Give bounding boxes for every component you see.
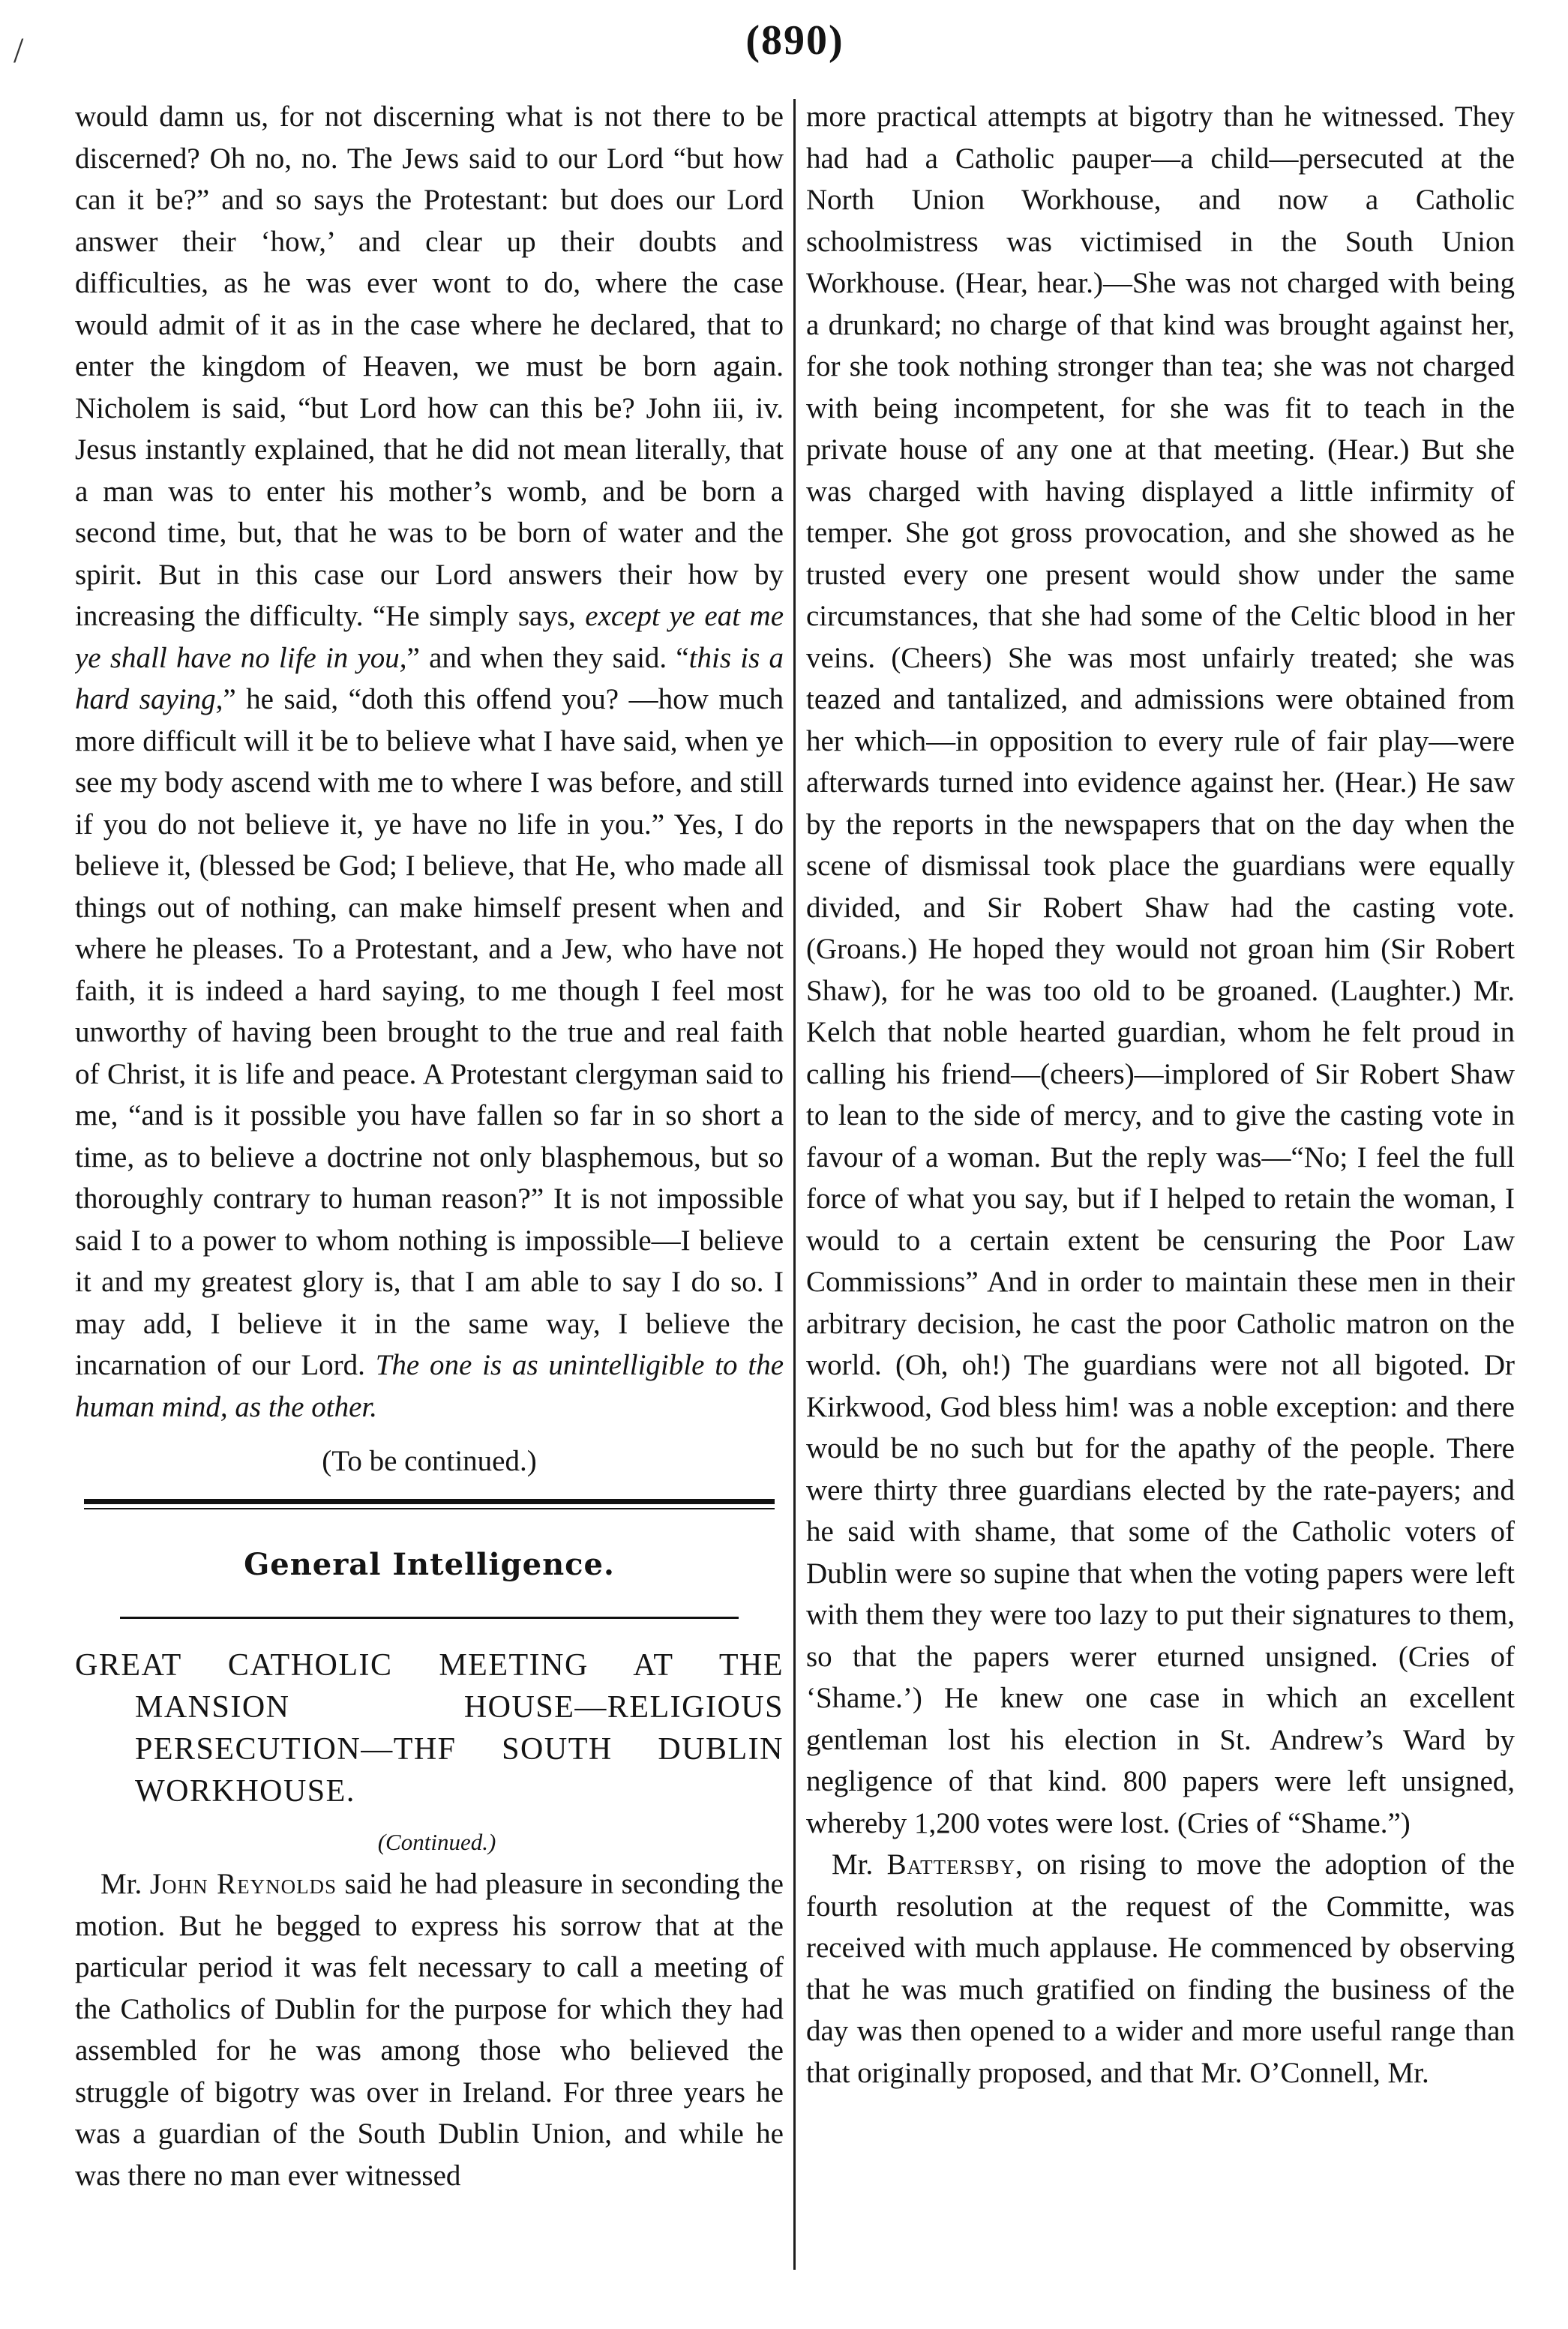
- speaker-prefix: Mr.: [100, 1868, 150, 1900]
- article-title: GREAT CATHOLIC MEETING AT THE MANSION HOUSE—RELIGIOUS PERSECUTION—THF SOUTH DUBLIN WORKHOUSE.: [75, 1648, 784, 1809]
- section-rule-thick: [84, 1499, 775, 1504]
- reynolds-paragraph: [75, 1863, 784, 2196]
- section-heading: General Intelligence.: [244, 1547, 615, 1582]
- battersby-name: Battersby: [886, 1848, 1016, 1881]
- quote-except-ye-eat: except ye eat me ye shall have no life in you,: [75, 600, 784, 674]
- right-column: [806, 96, 1515, 2271]
- quote-connector: ” and when they said. “: [406, 641, 689, 674]
- italic-closing-sentence: The one is as unintelligible to the human mind, as the other.: [75, 1349, 784, 1423]
- speaker-name: John Reynolds: [149, 1868, 337, 1900]
- quote-hard-saying: this is a hard saying,: [75, 641, 784, 715]
- section-rule-thin: [84, 1508, 775, 1509]
- battersby-text: , on rising to move the adoption of the fourth resolution at the request of the Committe, was received with much applause. He commenced by observing that he was much gratified on finding the business of the day was then opened to a wider and more useful range than that originally proposed, and that Mr. O’Connell, Mr.: [806, 1848, 1515, 2089]
- opening-paragraph: [75, 96, 784, 1428]
- column-divider: [793, 99, 796, 2270]
- margin-mark: /: [13, 31, 24, 70]
- heading-rule: [120, 1617, 739, 1619]
- reynolds-continued: more practical attempts at bigotry than he witnessed. They had had a Catholic pauper—a child—persecuted at the North Union Workhouse, and now a Catholic schoolmistress was victimised in the South Union Workhouse. (Hear, hear.)—She was not charged with being a drunkard; no charge of that kind was brought against her, for she took nothing stronger than tea; she was not charged with being incompetent, for she was fit to teach in the private house of any one at that meeting. (Hear.) But she was charged with having displayed a little infirmity of temper. She got gross provocation, and she showed as he trusted every one present would show under the same circumstances, that she had some of the Celtic blood in her veins. (Cheers) She was most unfairly treated; she was teazed and tantalized, and admissions were obtained from her which—in opposition to every rule of fair play—were afterwards turned into evidence against her. (Hear.) He saw by the reports in the newspapers that on the day when the scene of dismissal took place the guardians were equally divided, and Sir Robert Shaw had the casting vote. (Groans.) He hoped they would not groan him (Sir Robert Shaw), for he was too old to be groaned. (Laughter.) Mr. Kelch that noble hearted guardian, whom he felt proud in calling his friend—(cheers)—implored of Sir Robert Shaw to lean to the side of mercy, and to give the casting vote in favour of a woman. But the reply was—“No; I feel the full force of what you say, but if I helped to retain the woman, I would to a certain extent be censuring the Poor Law Commissions” And in order to maintain these men in their arbitrary decision, he cast the poor Catholic matron on the world. (Oh, oh!) The guardians were not all bigoted. Dr Kirkwood, God bless him! was a noble exception: and there would be no such but for the apathy of the people. There were thirty three guardians elected by the rate-payers; and he said with shame, that some of the Catholic voters of Dublin were so supine that when the voting papers were left with them they were too lazy to put their signatures to them, so that the papers werer eturned unsigned. (Cries of ‘Shame.’) He knew one case in which an excellent gentleman lost his election in St. Andrew’s Ward by negligence of that kind. 800 papers were left unsigned, whereby 1,200 votes were lost. (Cries of “Shame.”): [806, 100, 1515, 1839]
- to-be-continued: (To be continued.): [322, 1445, 537, 1477]
- battersby-prefix: Mr.: [832, 1848, 887, 1881]
- paragraph-continuation: ” he said, “doth this offend you? —how much more difficult will it be to believe what I have said, when ye see my body ascend with me to where I was before, and still if you do not believe it, ye have no life in you.” Yes, I do believe it, (blessed be God; I believe, that He, who made all things out of nothing, can make himself present when and where he pleases. To a Protestant, and a Jew, who have not faith, it is indeed a hard saying, to me though I feel most unworthy of having been brought to the true and real faith of Christ, it is life and peace. A Protestant clergyman said to me, “and is it possible you have fallen so far in so short a time, as to believe a doctrine not only blasphemous, but so thoroughly contrary to human reason?” It is not impossible said I to a power to whom nothing is impossible—I believe it and my greatest glory is, that I am able to say I do so. I may add, I believe it in the same way, I believe the incarnation of our Lord.: [75, 683, 784, 1381]
- opening-text: would damn us, for not discerning what is not there to be discerned? Oh no, no. The Jews said to our Lord “but how can it be?” and so says the Protestant: but does our Lord answer their ‘how,’ and clear up their doubts and difficulties, as he was ever wont to do, where the case would admit of it as in the case where he declared, that to enter the kingdom of Heaven, we must be born again. Nicholem is said, “but Lord how can this be? John iii, iv. Jesus instantly explained, that he did not mean literally, that a man was to enter his mother’s womb, and be born a second time, but, that he was to be born of water and the spirit. But in this case our Lord answers their how by increasing the difficulty. “He simply says,: [75, 100, 784, 632]
- battersby-paragraph: [806, 1844, 1515, 2094]
- reynolds-text: said he had pleasure in seconding the motion. But he begged to express his sorrow that at the particular period it was felt necessary to call a meeting of the Catholics of Dublin for the purpose for which they had assembled for he was among those who believed the struggle of bigotry was over in Ireland. For three years he was a guardian of the South Dublin Union, and while he was there no man ever witnessed: [75, 1868, 784, 2192]
- continued-label: (Continued.): [377, 1829, 496, 1855]
- page-number: (890): [745, 17, 844, 64]
- left-column: [75, 96, 784, 2271]
